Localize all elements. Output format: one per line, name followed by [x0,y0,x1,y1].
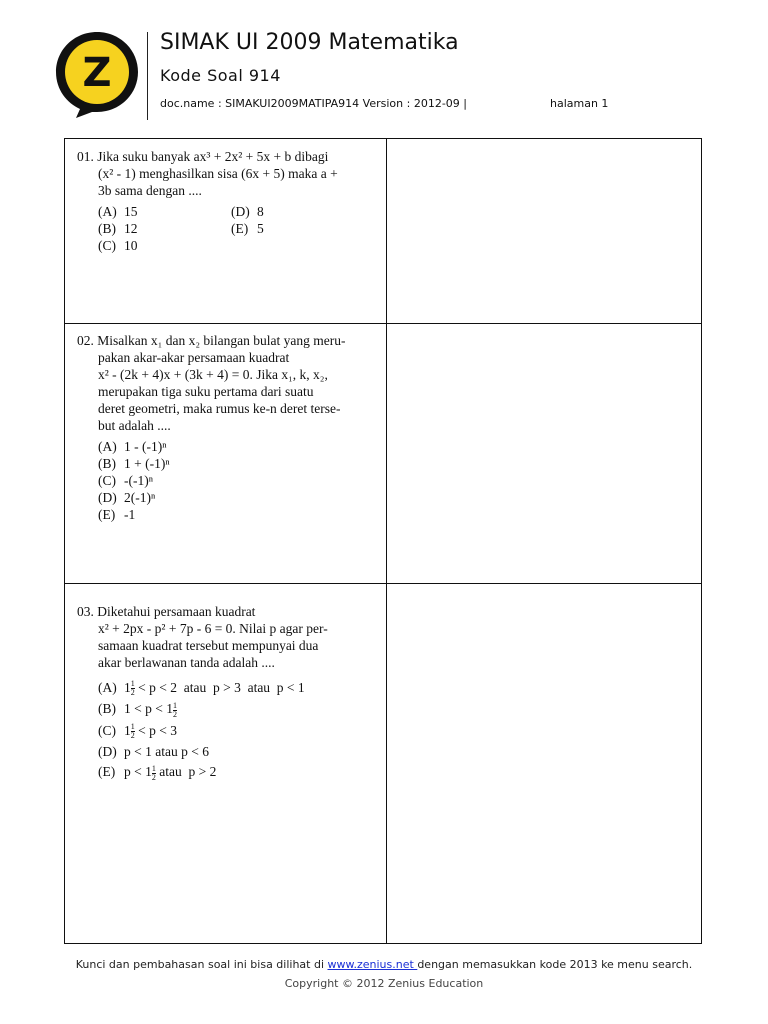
option-b: (B) 12 [98,221,138,236]
stem-line: pakan akar-akar persamaan kuadrat [98,350,290,365]
stem-line: Misalkan x₁ dan x₂ bilangan bulat yang meru- [97,333,346,348]
footer-note [0,958,768,971]
stem-line: Diketahui persamaan kuadrat [97,604,256,619]
footer-text: Kunci dan pembahasan soal ini bisa dilihat di [75,958,328,971]
option-b: (B) 1 + (-1)ⁿ [98,456,170,471]
option-d: (D) 8 [231,204,264,219]
question-03 [77,603,377,785]
logo-letter: Z [82,50,112,96]
answer-options [77,679,377,782]
option-c: (C) 10 [98,238,138,253]
question-02 [77,332,377,523]
answer-options [77,438,377,523]
stem-line: samaan kuadrat tersebut mempunyai dua [98,638,319,653]
option-a: (A) 15 [98,204,138,219]
option-c: (C) -(-1)ⁿ [98,473,153,488]
question-table [64,138,702,944]
doc-meta-line [160,97,609,110]
page-title: SIMAK UI 2009 Matematika [160,30,459,55]
zenius-logo-icon [52,28,142,120]
fraction-half: $\frac{1}{2}$ [130,722,135,741]
option-b: (B) 1 < p < 1 $\frac{1}{2}$ [98,700,177,719]
question-stem [77,148,377,199]
table-row-divider [64,583,702,584]
stem-line: akar berlawanan tanda adalah .... [98,655,275,670]
stem-line: merupakan tiga suku pertama dari suatu [98,384,314,399]
option-e: (E) -1 [98,507,136,522]
question-stem [77,603,377,671]
copyright: Copyright © 2012 Zenius Education [284,977,484,990]
question-01 [77,148,377,254]
option-e: (E) 5 [231,221,264,236]
question-number: 01. [77,149,94,164]
option-a: (A) 1 - (-1)ⁿ [98,439,167,454]
stem-line: x² + 2px - p² + 7p - 6 = 0. Nilai p agar per- [98,621,328,636]
stem-line: Jika suku banyak ax³ + 2x² + 5x + b dibagi [97,149,329,164]
fraction-half: $\frac{1}{2}$ [172,700,177,719]
question-stem [77,332,377,434]
answer-options [77,203,377,254]
fraction-half: $\frac{1}{2}$ [151,763,156,782]
option-d: (D) 2(-1)ⁿ [98,490,156,505]
option-e: (E) p < 1 $\frac{1}{2}$ atau p > 2 [98,763,217,782]
option-c: (C) 1 $\frac{1}{2}$ < p < 3 [98,722,177,741]
zenius-link[interactable]: www.zenius.net [327,958,418,971]
stem-line: but adalah .... [98,418,171,433]
table-row-divider [64,323,702,324]
page-number: halaman 1 [550,97,609,110]
stem-line: deret geometri, maka rumus ke-n deret terse- [98,401,341,416]
stem-line: (x² - 1) menghasilkan sisa (6x + 5) maka a + [98,166,338,181]
question-number: 03. [77,604,94,619]
stem-line: x² - (2k + 4)x + (3k + 4) = 0. Jika x₁, k, x₂, [98,367,328,382]
option-d: (D) p < 1 atau p < 6 [98,744,209,760]
zenius-logo [52,28,142,120]
footer-text: dengan memasukkan kode 2013 ke menu search. [417,958,693,971]
question-number: 02. [77,333,94,348]
doc-meta: doc.name : SIMAKUI2009MATIPA914 Version : 2012-09 | [160,97,467,110]
exam-code: Kode Soal 914 [160,66,281,85]
header-divider [147,32,148,120]
table-column-divider [386,138,387,944]
stem-line: 3b sama dengan .... [98,183,202,198]
fraction-half: $\frac{1}{2}$ [130,679,135,698]
option-a: (A) 1 $\frac{1}{2}$ < p < 2 atau p > 3 atau p < 1 [98,679,305,698]
